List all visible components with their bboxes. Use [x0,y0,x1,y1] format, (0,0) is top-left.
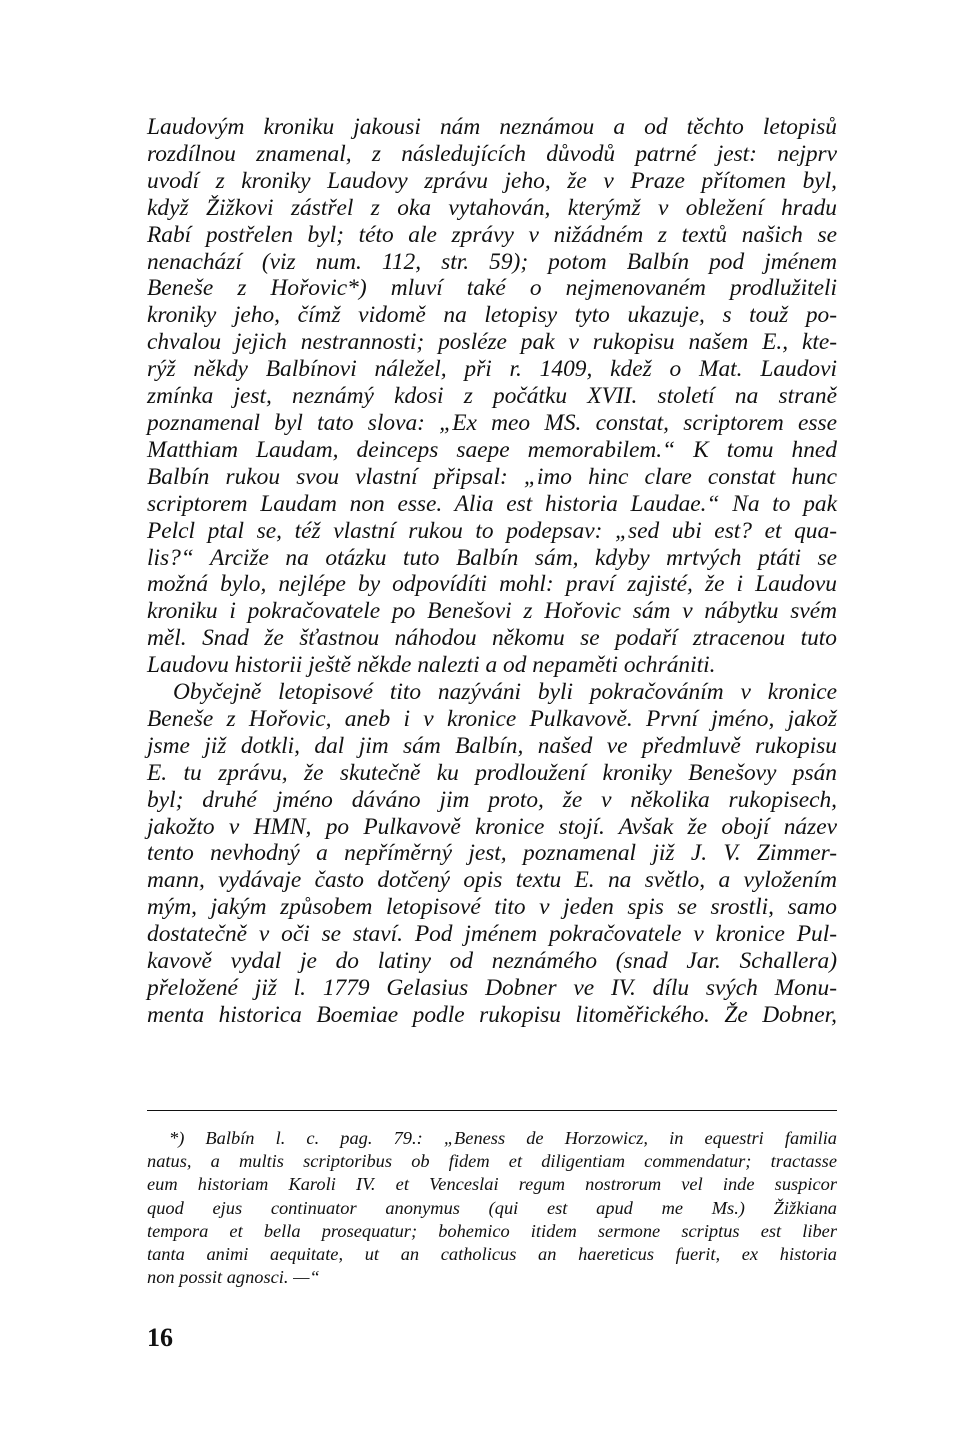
body-line: tento nevhodný a nepříměrný jest, poznamenal již J. V. Zimmer- [147,840,837,867]
body-line: Beneše z Hořovic*) mluví také o nejmenovaném prodlužiteli [147,275,837,302]
body-line: E. tu zprávu, že skutečně ku prodloužení kroniky Benešovy psán [147,759,837,786]
body-line: kavově vydal je do latiny od neznámého (snad Jar. Schallera) [147,948,837,975]
body-line: Laudovým kroniku jakousi nám neznámou a od těchto letopisů [147,114,837,140]
footnote-line: tempora et bella prosequatur; bohemico itidem sermone scriptus est liber [147,1220,837,1241]
body-line: Laudovu historii ještě někde nalezti a od nepaměti ochrániti. [147,652,716,679]
footnote-line: natus, a multis scriptoribus ob fidem et diligentiam commendatur; tractasse [147,1151,837,1172]
body-line: kroniku i pokračovatele po Benešovi z Hořovic sám v nábytku svém [147,598,837,625]
footnote-line: quod ejus continuator anonymus (qui est apud me Ms.) Žižkiana [147,1197,837,1218]
body-line: když Žižkovi zástřel z oka vytahován, kterýmž v obležení hradu [147,194,837,221]
body-line: zmínka jest, neznámý kdosi z počátku XVII. století na straně [147,383,837,410]
footnote-line: tanta animi aequitate, ut an catholicus an haereticus fuerit, ex historia [147,1244,837,1265]
footnote-line: eum historiam Karoli IV. et Venceslai regum nostrorum vel inde suspicor [147,1174,837,1195]
page-number: 16 [147,1323,173,1352]
body-line: mann, vydávaje často dotčený opis textu E. na světlo, a vyložením [147,867,837,894]
footnote-line: *) Balbín l. c. pag. 79.: „Beness de Horzowicz, in equestri familia [169,1128,837,1148]
body-line: Balbín rukou svou vlastní připsal: „imo hinc clare constat hunc [147,463,837,490]
body-line: lis?“ Arciže na otázku tuto Balbín sám, kdyby mrtvých ptáti se [147,544,837,571]
body-line: byl; druhé jméno dáváno jim proto, že v několika rukopisech, [147,786,837,813]
body-line: Obyčejně letopisové tito nazýváni byli pokračováním v kronice [173,679,837,706]
body-line: Rabí postřelen byl; této ale zprávy v nižádném z textů našich se [147,221,837,248]
body-line: jakožto v HMN, po Pulkavově kronice stojí. Avšak že obojí název [147,813,837,840]
body-line: menta historica Boemiae podle rukopisu litoměřického. Že Dobner, [147,1001,837,1028]
body-line: poznamenal byl tato slova: „Ex meo MS. constat, scriptorem esse [147,409,837,436]
footnote-divider [147,1110,837,1111]
body-line: možná bylo, nejlépe by odpovídíti mohl: praví zajisté, že i Laudovu [147,571,837,598]
body-line: Pelcl ptal se, též vlastní rukou to podepsav: „sed ubi est? et qua- [147,517,837,544]
body-line: chvalou jejich nestrannosti; posléze pak v rukopisu našem E., kte- [147,329,837,356]
body-line: přeložené již l. 1779 Gelasius Dobner ve IV. dílu svých Monu- [147,975,837,1001]
body-line: uvodí z kroniky Laudovy zprávu jeho, že v Praze přítomen byl, [147,167,837,194]
body-line: jsme již dotkli, dal jim sám Balbín, našed ve předmluvě rukopisu [147,732,837,759]
body-line: Beneše z Hořovic, aneb i v kronice Pulkavově. První jméno, jakož [147,705,837,732]
body-line: mým, jakým způsobem letopisové tito v jeden spis se srostli, samo [147,894,837,921]
body-text [147,114,837,1029]
body-line: Matthiam Laudam, deinceps saepe memorabilem.“ K tomu hned [147,436,837,463]
body-line: scriptorem Laudam non esse. Alia est historia Laudae.“ Na to pak [147,490,837,517]
footnote-line: non possit agnosci. —“ [147,1267,320,1288]
body-line: dostatečně v oči se staví. Pod jménem pokračovatele v kronice Pul- [147,921,837,948]
body-line: kroniky jeho, čímž vidomě na letopisy tyto ukazuje, s touž po- [147,302,837,329]
footnote [147,1127,837,1289]
body-line: rýž někdy Balbínovi náležel, při r. 1409, kdež o Mat. Laudovi [147,356,837,383]
body-line: rozdílnou znamenal, z následujících důvodů patrné jest: nejprv [147,140,837,167]
body-line: měl. Snad že šťastnou náhodou někomu se podaří ztracenou tuto [147,625,837,652]
body-line: nenachází (viz num. 112, str. 59); potom Balbín pod jménem [147,248,837,275]
